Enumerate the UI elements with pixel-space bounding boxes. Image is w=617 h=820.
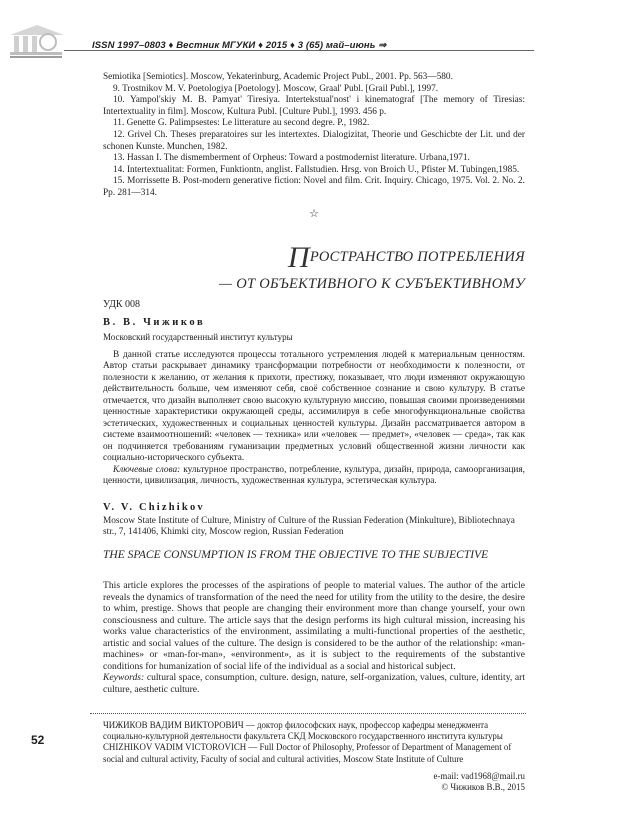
keywords-en-text: cultural space, consumption, culture. design, nature, self-organization, values, culture, identity, art culture, aesthetic culture. xyxy=(103,672,525,695)
reference-item: 12. Grivel Ch. Theses preparatoires sur les intertextes. Dialogizitat, Theorie und Geschicbte der Lit. und der schonen Kunste. Munchen, 1982. xyxy=(103,129,525,152)
journal-issue-line: ISSN 1997–0803 ♦ Вестник МГУКИ ♦ 2015 ♦ 3 (65) май–июнь ⇒ xyxy=(92,40,387,51)
copyright-notice: © Чижиков В.В., 2015 xyxy=(441,782,525,792)
author-bio xyxy=(103,720,525,765)
reference-item: 11. Genette G. Palimpsestes: Le litterature au second degre. P., 1982. xyxy=(113,118,370,129)
title-line-2: — ОТ ОБЪЕКТИВНОГО К СУБЪЕКТИВНОМУ xyxy=(219,276,525,292)
reference-item: 13. Hassan I. The dismemberment of Orpheus: Toward a postmodernist literature. Urbana,1971. xyxy=(113,153,470,164)
journal-header xyxy=(0,0,617,60)
article-title-en: THE SPACE CONSUMPTION IS FROM THE OBJECTIVE TO THE SUBJECTIVE xyxy=(103,549,489,561)
reference-item: 15. Morrissette B. Post-modern generative fiction: Novel and film. Crit. Inquiry. Chicago, 1975. Vol. 2. No. 2. Pp. 281—314. xyxy=(103,176,525,198)
reference-item: 10. Yampol'skiy M. B. Pamyat' Tiresiya. Intertekstual'nost' i kinematograf [The memory of Tiresias: Intertextuality in film]. Moscow, Kultura Publ. [Culture Publ.], 1993. 456 p. xyxy=(103,95,525,117)
title-line-1 xyxy=(103,241,525,274)
title-initial: П xyxy=(287,241,310,274)
page-number: 52 xyxy=(31,733,45,747)
footer-divider xyxy=(90,713,526,714)
author-email: e-mail: vad1968@mail.ru xyxy=(433,771,525,781)
title-line-1-rest: РОСТРАНСТВО ПОТРЕБЛЕНИЯ xyxy=(309,249,525,265)
abstract-en xyxy=(103,580,525,695)
affiliation-en: Moscow State Institute of Culture, Ministry of Culture of the Russian Federation (Minkulture), Bibliotechnaya str., 7, 141406, Khimki city, Moscow region, Russian Federation xyxy=(103,516,515,538)
author-bio-ru: ЧИЖИКОВ ВАДИМ ВИКТОРОВИЧ — доктор философских наук, профессор кафедры менеджмента социально-культурной деятельности факультета СКД Московского государственного института культуры xyxy=(103,720,503,742)
references-section xyxy=(103,72,525,220)
abstract-ru xyxy=(103,350,525,487)
affiliation-ru: Московский государственный институт культуры xyxy=(103,332,293,342)
author-bio-en: CHIZHIKOV VADIM VICTOROVICH — Full Doctor of Philosophy, Professor of Department of Management of social and cultural activity, Faculty of social and cultural activities, Moscow State Institute of Culture xyxy=(103,742,512,764)
author-contact xyxy=(300,771,525,793)
abstract-ru-text: В данной статье исследуются процессы тотального устремления людей к материальным ценностям. Автор статьи раскрывает динамику трансформации потребности от необходимости к полезности, от полезности к желанию, от желания к прихоти, престижу, показывает, что люди изменяют окружающую действительность больше, чем изменяют себя, своё собственное сознание и свою культуру. В статье отмечается, что дизайн выполняет свою высокую культурную миссию, повышая своими произведениями ценностные характеристики окружающей среды, ассимилируя в себе многофункциональные свойства эстетических, художественных и социальных ценностей культуры. Дизайн рассматривается автором в системе взаимоотношений: «человек — техника» или «человек — предмет», «человек — среда», так как он подчиняется требованиям гуманизации предметных условий общественной жизни личности как социально-исторического субъекта. xyxy=(103,350,525,464)
star-separator-icon: ☆ xyxy=(309,207,319,220)
keywords-ru xyxy=(103,465,525,488)
abstract-en-text: This article explores the processes of the aspirations of people to material values. The author of the article reveals the dynamics of transformation of the need the need for utility from the utility to the desire, the desire to whim, prestige. Shows that people are changing their environment more than change yourself, your own consciousness and culture. The article says that the design performs its high cultural mission, increasing his works value characteristics of the environment, assimilating a multi-functional properties of the aesthetic, artistic and social values of the culture. The design is considered to be the author of the relationship: «man-machines» or «man-for-man», «environment», as it is subject to the requirements of the substantive conditions for humanization of social life of the individual as a social and historical subject. xyxy=(103,580,525,672)
reference-item: 14. Intertextualitat: Formen, Funktiontn, anglist. Fallstudien. Hrsg. von Broich U., Pfister M. Tubingen,1985. xyxy=(113,164,520,175)
reference-item: Semiotika [Semiotics]. Moscow, Yekaterinburg, Academic Project Publ., 2001. Pp. 563—580. xyxy=(103,72,453,82)
reference-item: 9. Trostnikov M. V. Poetologiya [Poetology]. Moscow, Graal' Publ. [Grail Publ.], 1997. xyxy=(113,83,439,94)
keywords-ru-text: культурное пространство, потребление, культура, дизайн, природа, самоорганизация, ценности, цивилизация, личность, художественная культура, эстетическая культура. xyxy=(103,464,525,486)
udk-code: УДК 008 xyxy=(103,299,141,310)
keywords-en xyxy=(103,672,525,695)
author-name-ru: В. В. Чижиков xyxy=(103,317,206,328)
keywords-en-label: Keywords: xyxy=(103,672,145,684)
author-name-en: V. V. Chizhikov xyxy=(103,502,205,513)
references-list xyxy=(103,72,525,200)
journal-logo-icon xyxy=(8,22,66,62)
keywords-ru-label: Ключевые слова: xyxy=(113,464,181,475)
article-title-ru xyxy=(103,241,525,293)
